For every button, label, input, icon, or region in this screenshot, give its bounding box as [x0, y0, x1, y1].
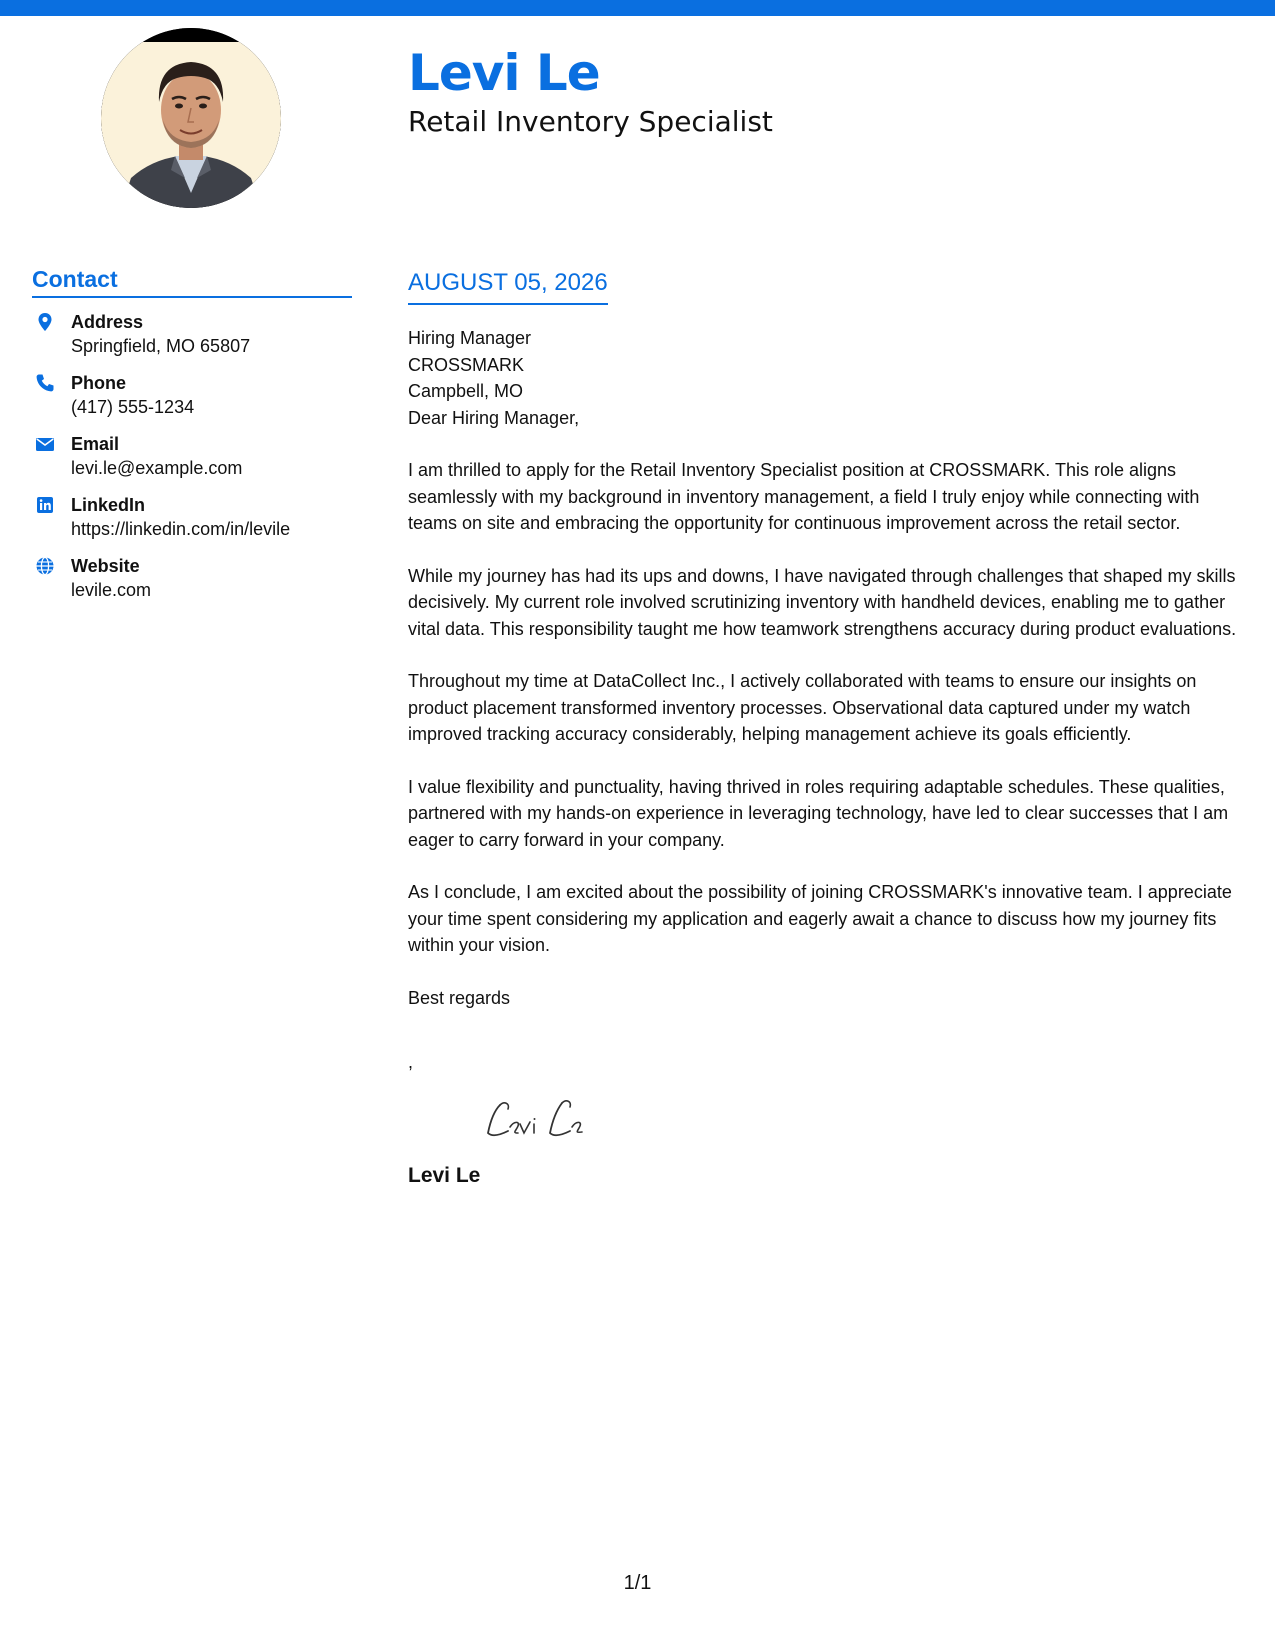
recipient-role: Hiring Manager [408, 328, 532, 348]
letter-body [408, 267, 1240, 1190]
paragraph-4: I value flexibility and punctuality, having thrived in roles requiring adaptable schedules. These qualities, partnered with my hands-on experience in leveraging technology, have led to clear successes that I am eager to carry forward in your company. [408, 776, 1229, 850]
contact-heading: Contact [32, 264, 352, 298]
contact-item-linkedin [32, 493, 352, 542]
paragraph-5: As I conclude, I am excited about the possibility of joining CROSSMARK's innovative team. I appreciate your time spent considering my application and eagerly await a chance to discuss how my journey fits within your vision. [408, 882, 1232, 955]
signer-name: Levi Le [408, 1164, 481, 1187]
top-accent-bar [0, 0, 1275, 16]
website-label: Website [71, 556, 140, 576]
paragraph-2: While my journey has had its ups and downs, I have navigated through challenges that shaped my skills decisively. My current role involved scrutinizing inventory with handheld devices, enabling me to gather vital data. This responsibility taught me how teamwork strengthens accuracy during product evaluations. [408, 565, 1237, 639]
signature-image [482, 1093, 602, 1145]
candidate-name: Levi Le [408, 44, 600, 102]
linkedin-value[interactable]: https://linkedin.com/in/levile [71, 519, 291, 539]
email-label: Email [71, 434, 120, 454]
contact-item-address [32, 310, 352, 359]
paragraph-1: I am thrilled to apply for the Retail Inventory Specialist position at CROSSMARK. This role aligns seamlessly with my background in inventory management, a field I truly enjoy while connecting with teams on site and embracing the opportunity for continuous improvement across the retail sector. [408, 460, 1200, 533]
contact-item-email [32, 432, 352, 481]
letter-content [408, 405, 1240, 1012]
phone-value: (417) 555-1234 [71, 397, 195, 417]
address-value: Springfield, MO 65807 [71, 336, 251, 356]
job-title: Retail Inventory Specialist [408, 105, 773, 138]
salutation: Dear Hiring Manager, [408, 407, 580, 428]
address-label: Address [71, 312, 144, 332]
closing-comma: , [408, 1052, 414, 1072]
closing: Best regards [408, 987, 511, 1008]
recipient-block [408, 325, 1240, 405]
recipient-location: Campbell, MO [408, 381, 524, 401]
recipient-company: CROSSMARK [408, 354, 525, 375]
envelope-icon [35, 434, 55, 454]
phone-icon [35, 373, 55, 393]
website-value[interactable]: levile.com [71, 580, 152, 600]
letter-date: AUGUST 05, 2026 [408, 267, 608, 305]
profile-photo [101, 28, 281, 208]
contact-item-phone [32, 371, 352, 420]
page-number: 1/1 [623, 1572, 652, 1594]
linkedin-label: LinkedIn [71, 495, 146, 515]
globe-icon [35, 556, 55, 576]
paragraph-3: Throughout my time at DataCollect Inc., I actively collaborated with teams to ensure our insights on product placement transformed inventory processes. Observational data captured under my watch improved tracking accuracy considerably, helping management achieve its goals efficiently. [408, 671, 1197, 744]
phone-label: Phone [71, 373, 127, 393]
linkedin-icon [35, 495, 55, 515]
contact-item-website [32, 554, 352, 603]
contact-sidebar [32, 264, 352, 615]
contact-list [32, 310, 352, 603]
map-pin-icon [35, 312, 55, 332]
email-value: levi.le@example.com [71, 458, 243, 478]
